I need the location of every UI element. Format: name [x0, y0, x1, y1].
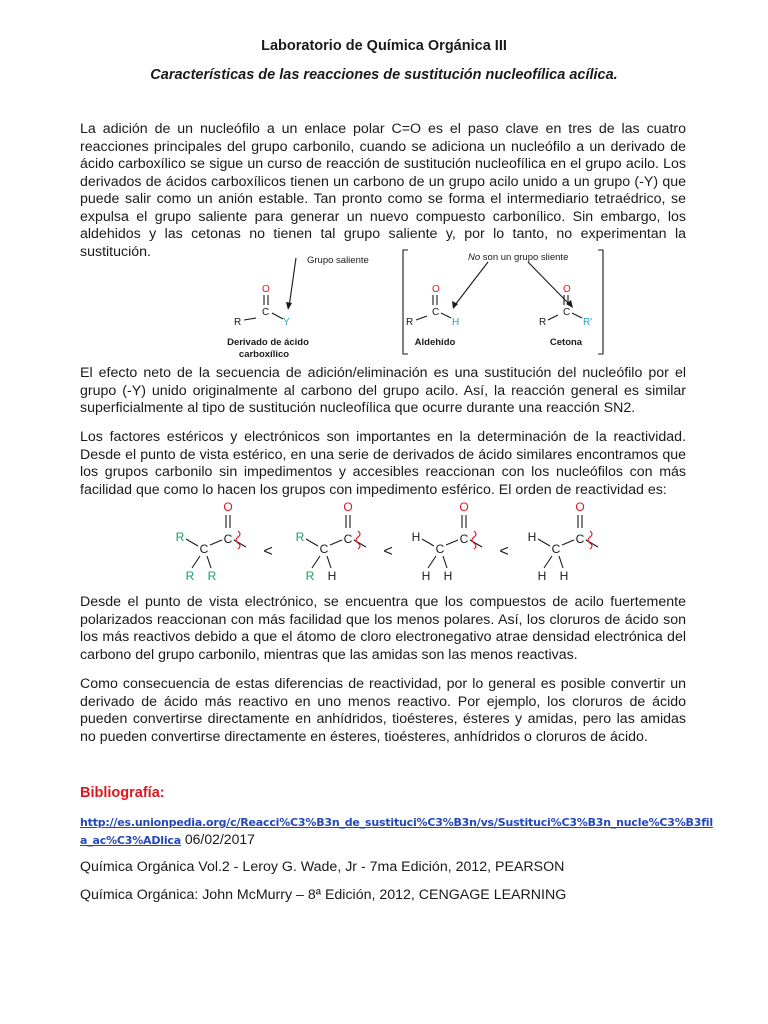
less-than-sign-2: <: [499, 543, 509, 560]
bond-top-0: [186, 539, 198, 546]
label-no-son-italic: No: [468, 252, 481, 263]
atom-c-aldehido: C: [432, 307, 440, 318]
atom-c-cetona: C: [563, 307, 571, 318]
bond-br-2: [443, 556, 447, 568]
bibliography-heading: Bibliografía:: [80, 785, 165, 801]
bibliography-link-entry: [80, 813, 713, 849]
label-no-son-rest: son un grupo sliente: [480, 252, 569, 263]
page-subtitle: Características de las reacciones de sustitución nucleofílica acílica.: [150, 67, 618, 83]
cleavage-mark-2: [472, 531, 476, 549]
substituent-br-1: H: [327, 569, 337, 583]
atom-o-cetona: O: [563, 284, 571, 295]
alpha-carbon-0: C: [199, 542, 209, 556]
less-than-sign-1: <: [383, 543, 393, 560]
bond-bl-2: [428, 556, 436, 568]
label-grupo-saliente: Grupo saliente: [307, 255, 369, 266]
caption-derivado: Derivado de ácido: [227, 337, 309, 348]
bond-bl-3: [544, 556, 552, 568]
paragraph-intro: La adición de un nucleófilo a un enlace polar C=O es el paso clave en tres de las cuatro reacciones principales del grupo carbonilo, cuando se adiciona un nucleófilo a un derivado de ácido carboxílico se sigue un curso de reacción de sustitución nucleofílica en el grupo acilo. Los derivados de ácidos carboxílicos tienen un carbono de un grupo acilo unido a un grupo (-Y) que puede salir como un anión estable. Tan pronto como se forma el intermediario tetraédrico, se expulsa el grupo saliente para generar un nuevo compuesto carbonílico. Sin embargo, los aldehidos y las cetonas no tienen tal grupo saliente y, por lo tanto, no experimentan la sustitución.: [80, 121, 686, 260]
substituent-br-0: R: [207, 569, 217, 583]
paragraph-efecto-neto: El efecto neto de la secuencia de adición/eliminación es una sustitución del nucleófilo por el grupo (-Y) unido originalmente al carbono del grupo acilo. Así, la reacción general es similar superficialmente al tipo de sustitución nucleofílica que ocurre durante una reacción SN2.: [80, 365, 686, 416]
substituent-top-2: H: [411, 530, 421, 544]
atom-h-aldehido: H: [452, 317, 460, 328]
label-no-son: [468, 252, 568, 263]
cleavage-mark-0: [236, 531, 240, 549]
bond-cc-0: [210, 540, 222, 545]
substituent-top-3: H: [527, 530, 537, 544]
caption-aldehido: Aldehído: [414, 337, 456, 348]
substituent-top-0: R: [175, 530, 185, 544]
bibliography-link[interactable]: [80, 816, 713, 847]
less-than-sign-0: <: [263, 543, 273, 560]
left-bracket: [403, 250, 408, 354]
paragraph-electronico: Desde el punto de vista electrónico, se encuentra que los compuestos de acilo fuertemente polarizados reaccionan con más facilidad que los menos polares. Así, los cloruros de ácido son los más reactivos debido a que el átomo de cloro electronegativo atrae densidad electrónica del carbono del grupo carbonilo, mientras que las amidas son las menos reactivas.: [80, 594, 686, 663]
alpha-carbon-2: C: [435, 542, 445, 556]
reference-mcmurry: Química Orgánica: John McMurry – 8ª Edición, 2012, CENGAGE LEARNING: [80, 887, 567, 903]
atom-rprime-cetona: R': [583, 317, 593, 328]
figure-reactivity-order: [160, 498, 620, 588]
figure-leaving-group: [222, 246, 622, 358]
bond-br-0: [207, 556, 211, 568]
cleavage-mark-3: [588, 531, 592, 549]
substituent-bl-3: H: [537, 569, 547, 583]
carbonyl-carbon-3: C: [575, 532, 585, 546]
bibliography-date: 06/02/2017: [180, 831, 255, 847]
page-title: Laboratorio de Química Orgánica III: [261, 38, 507, 54]
bond-top-2: [422, 539, 434, 546]
bond-bl-1: [312, 556, 320, 568]
carbonyl-carbon-2: C: [459, 532, 469, 546]
atom-r-cetona: R: [539, 317, 547, 328]
caption-carboxilico: carboxílico: [238, 349, 290, 358]
paragraph-consecuencia: Como consecuencia de estas diferencias de reactividad, por lo general es posible convertir un derivado de ácido más reactivo en uno menos reactivo. Por ejemplo, los cloruros de ácido pueden convertirse directamente en anhídridos, tioésteres, ésteres y amidas, pero las amidas no pueden convertirse directamente en ésteres, tioésteres, anhídridos o cloruros de ácido.: [80, 676, 686, 745]
bibliography-link-part-1[interactable]: http://es.unionpedia.org/c/Reacci%C3%B3n_de_sustituci%C3%B3n/vs/Sustituci%C3%B3n_nucle%C3%B3fil: [80, 816, 713, 829]
right-bracket: [598, 250, 603, 354]
cleavage-mark-1: [356, 531, 360, 549]
carbonyl-oxygen-2: O: [459, 500, 469, 514]
alpha-carbon-3: C: [551, 542, 561, 556]
paragraph-factores: Los factores estéricos y electrónicos son importantes en la determinación de la reactividad. Desde el punto de vista estérico, en una serie de derivados de ácido similares encontramos que los grupos carbonilo sin impedimentos y accesibles reaccionan con los nucleófilos con más facilidad que como lo hacen los grupos con impedimento esférico. El orden de reactividad es:: [80, 429, 686, 498]
caption-cetona: Cetona: [549, 337, 583, 348]
bond-cc-3: [562, 540, 574, 545]
reference-wade: Química Orgánica Vol.2 - Leroy G. Wade, Jr - 7ma Edición, 2012, PEARSON: [80, 859, 565, 875]
atom-o-aldehido: O: [432, 284, 440, 295]
substituent-br-3: H: [559, 569, 569, 583]
alpha-carbon-1: C: [319, 542, 329, 556]
bond-br-3: [559, 556, 563, 568]
atom-r-aldehido: R: [406, 317, 414, 328]
bond-top-3: [538, 539, 550, 546]
atom-c-derivado: C: [262, 307, 270, 318]
bibliography-link-part-2[interactable]: a_ac%C3%ADlica: [80, 834, 181, 847]
atom-y-derivado: Y: [283, 317, 290, 328]
bond-br-1: [327, 556, 331, 568]
substituent-br-2: H: [443, 569, 453, 583]
bond-cc-2: [446, 540, 458, 545]
carbonyl-carbon-0: C: [223, 532, 233, 546]
carbonyl-oxygen-0: O: [223, 500, 233, 514]
bond-cc-1: [330, 540, 342, 545]
atom-o-derivado: O: [262, 284, 270, 295]
atom-r-derivado: R: [234, 317, 242, 328]
carbonyl-oxygen-1: O: [343, 500, 353, 514]
bond-top-1: [306, 539, 318, 546]
bond-bl-0: [192, 556, 200, 568]
substituent-bl-2: H: [421, 569, 431, 583]
substituent-top-1: R: [295, 530, 305, 544]
substituent-bl-0: R: [185, 569, 195, 583]
carbonyl-oxygen-3: O: [575, 500, 585, 514]
substituent-bl-1: R: [305, 569, 315, 583]
carbonyl-carbon-1: C: [343, 532, 353, 546]
